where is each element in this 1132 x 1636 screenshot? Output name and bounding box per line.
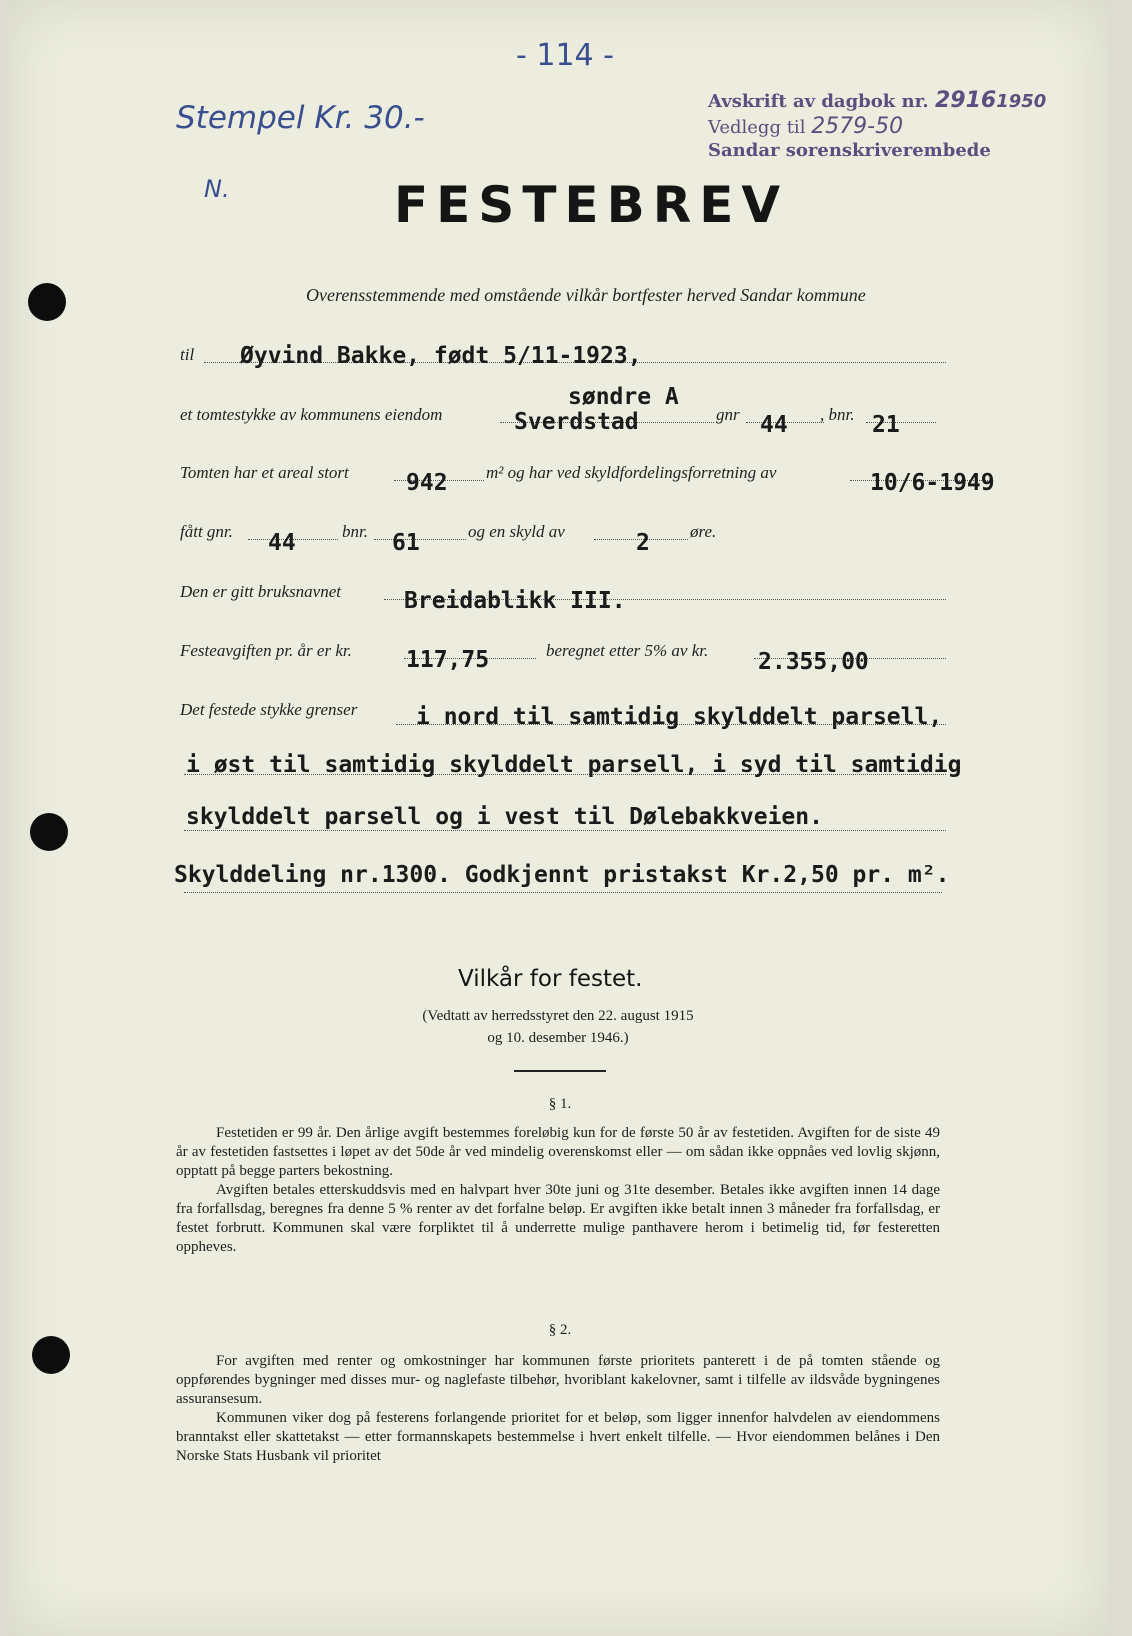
beregnet-value: 2.355,00 <box>758 649 869 675</box>
bruksnavn-label: Den er gitt bruksnavnet <box>180 582 341 601</box>
areal-unit: m² og har ved skyldfordelingsforretning av <box>486 463 777 482</box>
stamp-line2-value: 2579-50 <box>811 114 904 139</box>
skyld-label: og en skyld av <box>468 522 565 541</box>
gnr-value: 44 <box>760 412 788 438</box>
stamp-line1-label: Avskrift av dagbok nr. <box>708 91 929 112</box>
vilkar-note-line1: (Vedtatt av herredsstyret den 22. august 1915 <box>422 1008 694 1024</box>
fatt-gnr-value: 44 <box>268 530 296 556</box>
eiendom-value-1: søndre A <box>568 384 679 410</box>
s1-heading: § 1. <box>548 1096 572 1112</box>
areal-label: Tomten har et areal stort <box>180 463 349 482</box>
vilkar-note-line2: og 10. desember 1946.) <box>487 1030 629 1046</box>
bnr-label: , bnr. <box>820 405 855 424</box>
s2-paragraph-2: Kommunen viker dog på festerens forlangende prioritet for et beløp, som ligger innenfor halvdelen av eiendommens branntakst eller skattetakst — etter formannskapets bestemmelse i hvert enkelt tilfelle. — Hvor eiendommen belånes i Den Norske Stats Husbank vil prioritet <box>176 1410 940 1464</box>
grenser-line2: i øst til samtidig skylddelt parsell, i syd til samtidig <box>186 752 962 778</box>
eiendom-label: et tomtestykke av kommunens eiendom <box>180 405 443 424</box>
vilkar-divider <box>514 1070 606 1072</box>
bnr-value: 21 <box>872 412 900 438</box>
avgift-label: Festeavgiften pr. år er kr. <box>180 641 352 660</box>
avgift-value: 117,75 <box>406 647 490 673</box>
fatt-bnr-line <box>374 539 466 540</box>
grenser-line3: skylddelt parsell og i vest til Dølebakkveien. <box>186 804 823 830</box>
bruksnavn-value: Breidablikk III. <box>404 588 626 614</box>
document-page <box>8 0 1108 1636</box>
page-number: - 114 - <box>516 38 614 73</box>
document-title: FESTEBREV <box>394 176 789 234</box>
s2-body <box>176 1352 940 1466</box>
areal-value: 942 <box>406 470 448 496</box>
skyldeling-line: Skylddeling nr.1300. Godkjennt pristakst Kr.2,50 pr. m². <box>174 862 950 888</box>
til-label: til <box>180 345 195 364</box>
margin-note: Stempel Kr. 30.- <box>176 100 425 136</box>
s1-body <box>176 1124 940 1257</box>
punch-hole-top <box>28 283 66 321</box>
grenser-line1: i nord til samtidig skylddelt parsell, <box>416 704 943 730</box>
forretning-date: 10/6-1949 <box>870 470 995 496</box>
skyld-value: 2 <box>636 530 650 556</box>
stamp-line1-value: 2916 <box>934 88 997 113</box>
punch-hole-bottom <box>32 1336 70 1374</box>
stamp-line3: Sandar sorenskriverembede <box>708 140 991 161</box>
fatt-gnr-label: fått gnr. <box>180 522 233 541</box>
fatt-bnr-label: bnr. <box>342 522 368 541</box>
punch-hole-middle <box>30 813 68 851</box>
gnr-label: gnr <box>716 405 740 424</box>
stamp-line1-year: 1950 <box>996 91 1047 112</box>
margin-initials: N. <box>204 175 230 203</box>
grenser-line-3 <box>184 830 946 831</box>
grenser-label: Det festede stykke grenser <box>180 700 358 719</box>
eiendom-value-2: Sverdstad <box>514 409 639 435</box>
vilkar-heading: Vilkår for festet. <box>458 966 643 992</box>
s2-heading: § 2. <box>548 1322 572 1338</box>
s2-paragraph-1: For avgiften med renter og omkostninger har kommunen første prioritets panterett i de på tomten stående og oppførendes bygninger med disses mur- og naglefaste tilbehør, hvoriblant kakelovner, samt i tilfelle av ildsvåde bygningenes assuransesum. <box>176 1353 940 1407</box>
intro-text: Overensstemmende med omstående vilkår bortfester herved Sandar kommune <box>306 285 866 305</box>
ore-label: øre. <box>690 522 717 541</box>
s1-paragraph-2: Avgiften betales etterskuddsvis med en halvpart hver 30te juni og 31te desember. Betales ikke avgiften innen 14 dage fra forfallsdag, beregnes fra denne 5 % renter av det forfalne beløp. Er avgiften ikke betalt innen 3 måneder fra forfallsdag, er festet forbrutt. Kommunen skal være forpliktet til å underrette mulige panthavere herom i betimelig tid, før festeretten oppheves. <box>176 1182 940 1255</box>
til-value: Øyvind Bakke, født 5/11-1923, <box>240 343 642 369</box>
stamp-line2-label: Vedlegg til <box>708 117 806 138</box>
fatt-bnr-value: 61 <box>392 530 420 556</box>
beregnet-label: beregnet etter 5% av kr. <box>546 641 709 660</box>
skyldeling-rule <box>184 892 942 893</box>
s1-paragraph-1: Festetiden er 99 år. Den årlige avgift bestemmes foreløbig kun for de første 50 år av festetiden. Avgiften for de siste 49 år av festetiden fastsettes i løpet av det 50de år ved mindelig overenskomst eller — om sådan ikke oppnåes ved lovlig skjønn, opptatt på begge parters bekostning. <box>176 1125 940 1179</box>
